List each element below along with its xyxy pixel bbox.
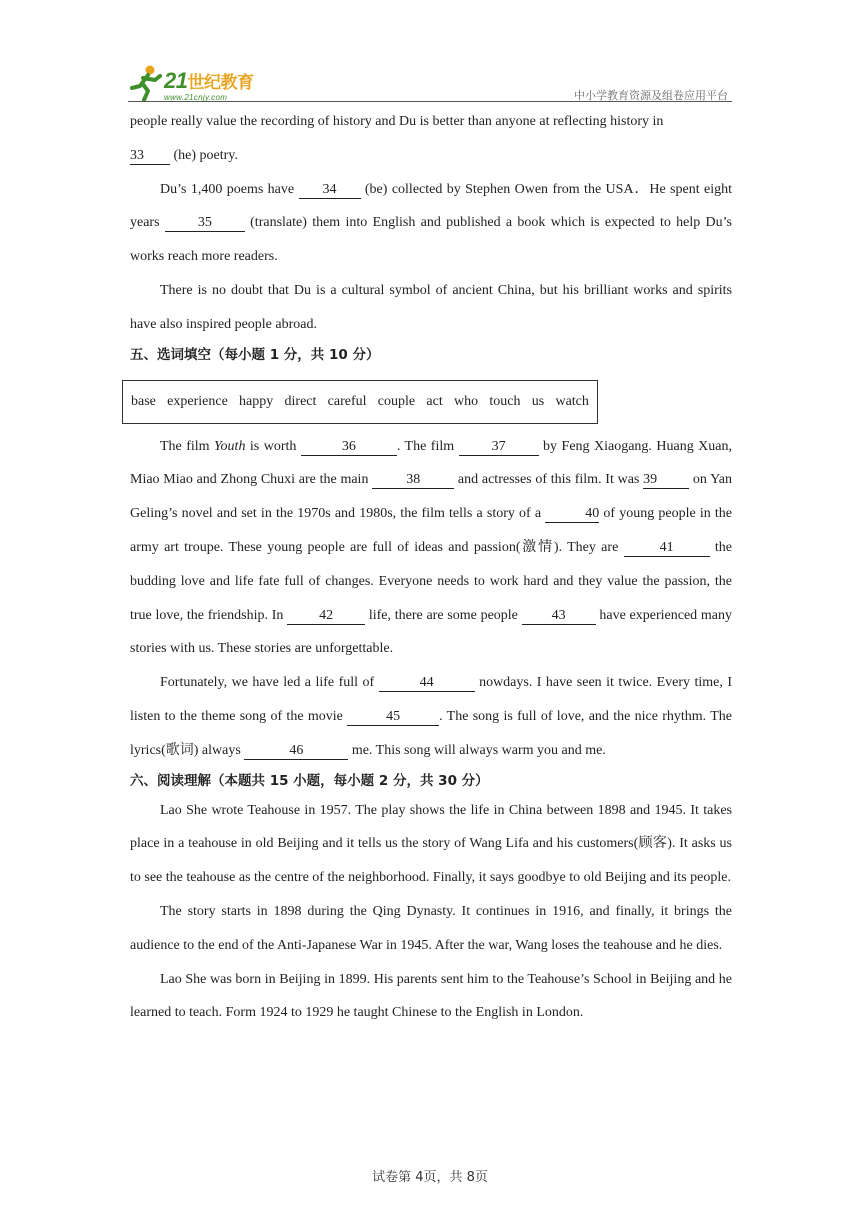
blank-43[interactable]: 43 [522, 608, 596, 625]
word-bank-item: experience [167, 393, 228, 409]
word-bank-item: base [131, 393, 156, 409]
site-logo [128, 64, 278, 102]
logo-wordmark: 21世纪教育 [164, 68, 254, 93]
blank-33[interactable]: 33 [130, 148, 170, 165]
word-bank-item: happy [239, 393, 274, 409]
logo-url: www.21cnjy.com [164, 93, 228, 102]
blank-42[interactable]: 42 [287, 608, 365, 625]
passage-paragraph: Fortunately, we have led a life full of 44 nowdays. I have seen it twice. Every time, I listen to the theme song of the movie 45 . The song is full of love, and the nice rhythm. The lyrics(歌词) always 46 me. This song will always warm you and me. [130, 675, 733, 758]
blank-46[interactable]: 46 [244, 743, 348, 760]
word-bank-item: touch [489, 393, 521, 409]
word-bank-item: watch [555, 393, 589, 409]
blank-36[interactable]: 36 [301, 439, 397, 456]
blank-38[interactable]: 38 [372, 472, 454, 489]
blank-45[interactable]: 45 [347, 709, 439, 726]
blank-37[interactable]: 37 [459, 439, 539, 456]
film-title: Youth [214, 438, 246, 454]
section-title: 五、选词填空（每小题 1 分，共 10 分） [130, 346, 380, 363]
header-divider [128, 101, 732, 102]
word-bank-item: careful [327, 393, 367, 409]
word-bank-item: us [531, 393, 545, 409]
passage-paragraph: people really value the recording of history and Du is better than anyone at reflecting history in 33 (he) poetry. [130, 114, 664, 163]
blank-41[interactable]: 41 [624, 540, 710, 557]
page-header [128, 62, 732, 104]
passage-paragraph: The film Youth is worth 36 . The film 37 by Feng Xiaogang. Huang Xuan, Miao Miao and Zhong Chuxi are the main 38 and actresses of this film. It was 39 on Yan Geling’s novel and set in the 1970s and 1980s, the film tells a story of a 40 of young people in the army art troupe. These young people are full of ideas and passion(激情). They are 41 the budding love and life fate full of changes. Everyone needs to work hard and they value the passion, the true love, the friendship. In 42 life, there are some people 43 have experienced many stories with us. These stories are unforgettable. [130, 438, 733, 657]
passage-paragraph: There is no doubt that Du is a cultural symbol of ancient China, but his brilliant works and spirits have also inspired people abroad. [130, 282, 732, 332]
blank-40[interactable]: 40 [545, 506, 599, 523]
passage-paragraph: The story starts in 1898 during the Qing Dynasty. It continues in 1916, and finally, it brings the audience to the end of the Anti-Japanese War in 1945. After the war, Wang loses the teahouse and he dies. [130, 903, 732, 953]
page-footer: 试卷第 4页，共 8页 [372, 1170, 488, 1185]
page-content [130, 105, 732, 1030]
platform-caption: 中小学教育资源及组卷应用平台 [574, 89, 728, 102]
word-bank [122, 380, 598, 424]
passage-paragraph: Lao She was born in Beijing in 1899. His parents sent him to the Teahouse’s School in Beijing and he learned to teach. Form 1924 to 1929 he taught Chinese to the English in London. [130, 971, 732, 1021]
runner-logo-icon [128, 64, 164, 102]
word-bank-item: act [426, 393, 443, 409]
word-bank-item: direct [284, 393, 317, 409]
word-bank-item: couple [377, 393, 416, 409]
section-title: 六、阅读理解（本题共 15 小题，每小题 2 分，共 30 分） [130, 772, 489, 789]
blank-39[interactable]: 39 [643, 472, 689, 489]
passage-paragraph: Du’s 1,400 poems have 34 (be) collected by Stephen Owen from the USA．He spent eight years 35 (translate) them into English and published a book which is expected to help Du’s works reach more readers. [130, 181, 732, 265]
blank-44[interactable]: 44 [379, 675, 475, 692]
blank-35[interactable]: 35 [165, 215, 245, 232]
word-bank-item: who [453, 393, 479, 409]
passage-paragraph: Lao She wrote Teahouse in 1957. The play shows the life in China between 1898 and 1945. It takes place in a teahouse in old Beijing and it tells us the story of Wang Lifa and his customers(顾客). It asks us to see the teahouse as the centre of the neighborhood. Finally, it says goodbye to old Beijing and its people. [130, 802, 732, 886]
blank-34[interactable]: 34 [299, 182, 361, 199]
